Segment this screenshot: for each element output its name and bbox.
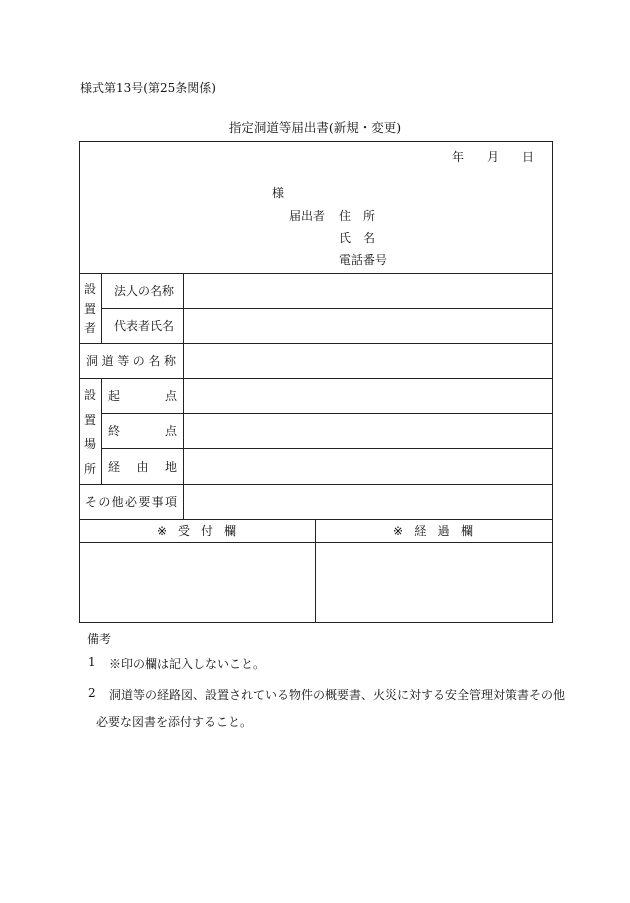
applicant-phone-label: 電話番号 — [339, 253, 388, 267]
installer-group-label: 設 置 者 — [83, 282, 96, 335]
tunnel-name-label: 洞 道 等 の 名 称 — [86, 354, 176, 368]
date-year: 年 — [452, 150, 465, 164]
note-text: ※印の欄は記入しないこと。 — [109, 657, 266, 671]
date-day: 日 — [522, 150, 535, 164]
note-number: 1 — [88, 655, 96, 669]
notes-heading: 備考 — [87, 632, 112, 646]
column-divider — [101, 378, 102, 484]
applicant-address-label: 住 所 — [339, 209, 376, 223]
other-items-label: そ の 他 必 要 事 項 — [85, 495, 177, 509]
applicant-label: 届出者 — [289, 209, 326, 223]
rep-name-label: 代表者氏名 — [114, 319, 175, 333]
applicant-name-label: 氏 名 — [339, 231, 376, 245]
column-divider — [183, 273, 184, 519]
column-divider — [101, 273, 102, 343]
form-number: 様式第13号(第25条関係) — [80, 81, 216, 95]
note-text-continuation: 必要な図書を添付すること。 — [96, 715, 253, 729]
corp-name-label: 法人の名称 — [114, 284, 175, 298]
end-point-label: 終 点 — [108, 424, 177, 438]
reception-column-header: ※ 受 付 欄 — [157, 523, 236, 538]
column-divider — [315, 519, 316, 623]
note-text: 洞道等の経路図、設置されている物件の概要書、火災に対する安全管理対策書その他 — [109, 688, 566, 702]
via-point-label: 経 由 地 — [108, 459, 177, 474]
document-title: 指定洞道等届出書(新規・変更) — [228, 120, 402, 135]
progress-column-header: ※ 経 過 欄 — [393, 523, 473, 538]
start-point-label: 起 点 — [108, 389, 177, 403]
addressee-suffix: 様 — [272, 186, 285, 200]
date-month: 月 — [487, 150, 500, 164]
location-group-label: 設 置 場 所 — [83, 388, 96, 476]
note-number: 2 — [88, 686, 96, 700]
row-divider — [79, 542, 553, 543]
row-divider — [79, 519, 553, 520]
